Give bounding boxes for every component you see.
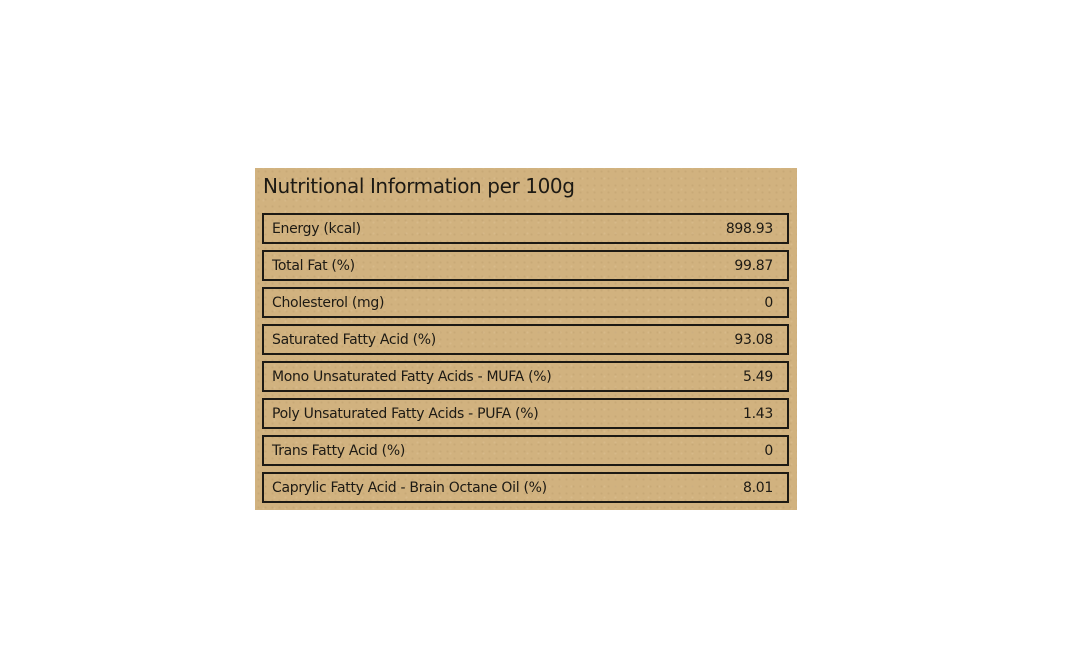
nutrition-row-total-fat: [262, 250, 789, 281]
nutrient-value: 0: [764, 294, 773, 311]
nutrient-value: 99.87: [734, 257, 773, 274]
nutrient-value: 0: [764, 442, 773, 459]
nutrient-value: 8.01: [743, 479, 773, 496]
nutrition-row-trans-fatty-acid: [262, 435, 789, 466]
nutrient-value: 1.43: [743, 405, 773, 422]
nutrient-name: Poly Unsaturated Fatty Acids - PUFA (%): [272, 405, 539, 422]
nutrition-row-mufa: [262, 361, 789, 392]
nutrition-label: [255, 168, 797, 510]
nutrition-row-cholesterol: [262, 287, 789, 318]
nutrient-name: Cholesterol (mg): [272, 294, 385, 311]
label-title: Nutritional Information per 100g: [263, 174, 575, 198]
nutrient-name: Trans Fatty Acid (%): [272, 442, 405, 459]
nutrition-table: [262, 213, 789, 509]
nutrient-name: Total Fat (%): [272, 257, 355, 274]
nutrient-name: Saturated Fatty Acid (%): [272, 331, 436, 348]
nutrient-value: 93.08: [734, 331, 773, 348]
nutrient-name: Energy (kcal): [272, 220, 361, 237]
nutrition-row-caprylic-fatty-acid: [262, 472, 789, 503]
nutrition-row-pufa: [262, 398, 789, 429]
nutrient-value: 5.49: [743, 368, 773, 385]
nutrition-row-energy: [262, 213, 789, 244]
nutrient-value: 898.93: [725, 220, 773, 237]
nutrient-name: Mono Unsaturated Fatty Acids - MUFA (%): [272, 368, 552, 385]
nutrient-name: Caprylic Fatty Acid - Brain Octane Oil (%): [272, 479, 547, 496]
nutrition-row-saturated-fatty-acid: [262, 324, 789, 355]
